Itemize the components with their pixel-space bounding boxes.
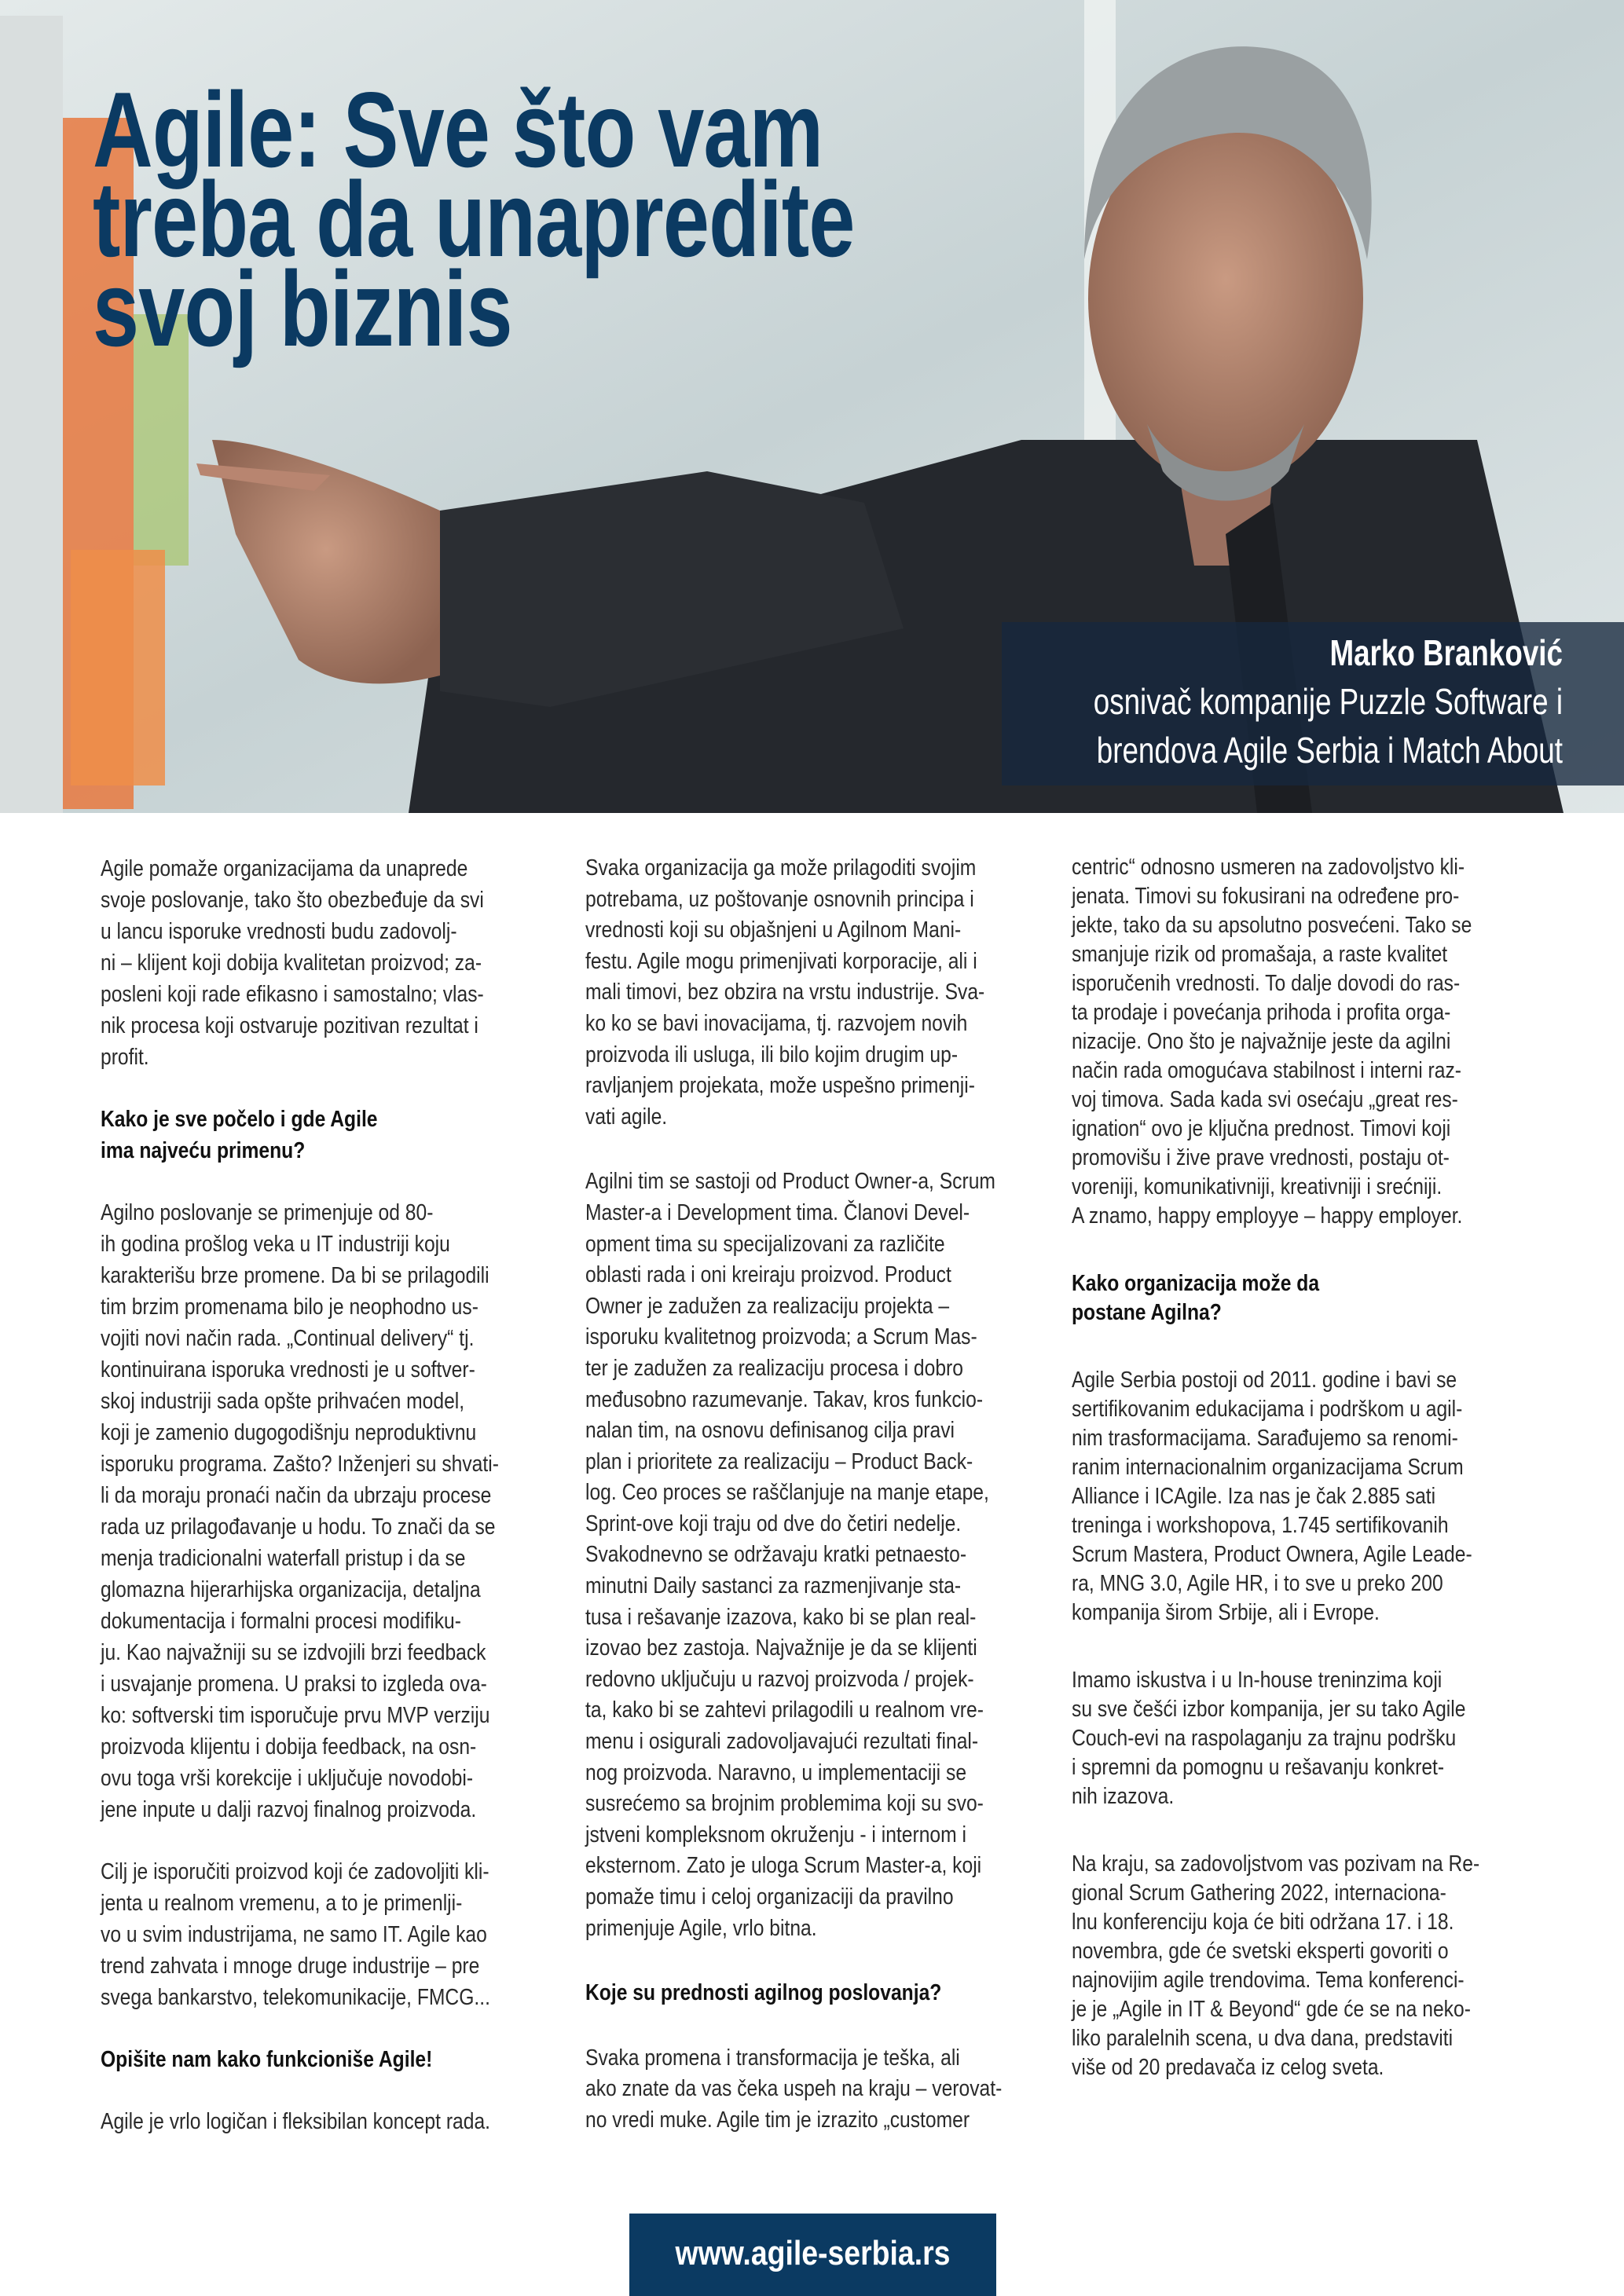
text-line: način rada omogućava stabilnost i interni raz- [1072,1058,1462,1083]
article-column-3 [1072,853,1526,2121]
text-line: Owner je zadužen za realizaciju projekta – [585,1293,950,1319]
heading-line: postane Agilna? [1072,1300,1222,1325]
text-line: Agile Serbia postoji od 2011. godine i bavi se [1072,1368,1457,1393]
text-line: plan i prioritete za realizaciju – Product Back- [585,1448,973,1474]
paragraph [1072,1666,1526,1811]
text-line: Cilj je isporučiti proizvod koji će zadovoljiti kli- [101,1859,489,1884]
paragraph [585,853,1039,1133]
paragraph [1072,1850,1526,2082]
text-line: ni – klijent koji dobija kvalitetan proizvod; za- [101,950,482,976]
text-line: eksternom. Zato je uloga Scrum Master-a, koji [585,1853,982,1879]
text-line: ako znate da vas čeka uspeh na kraju – verovat- [585,2076,1003,2102]
text-line: ta, kako bi se zahtevi prilagodili u realnom vre- [585,1697,984,1723]
text-line: Agile pomaže organizacijama da unaprede [101,856,468,881]
text-line: nog proizvoda. Naravno, u implementaciji se [585,1760,967,1785]
text-line: ignation“ ovo je ključna prednost. Timovi koji [1072,1116,1451,1141]
text-line: jstveni kompleksnom okruženju - i internom i [585,1822,966,1847]
text-line: voreniji, komunikativniji, kreativniji i srećniji. [1072,1174,1443,1199]
text-line: Alliance i ICAgile. Iza nas je čak 2.885 sati [1072,1484,1436,1509]
paragraph [1072,1366,1526,1628]
text-line: smanjuje rizik od promašaja, a raste kvalitet [1072,942,1448,967]
text-line: potrebama, uz poštovanje osnovnih principa i [585,886,974,912]
text-line: menu i osigurali zadovoljavajući rezultati final- [585,1729,979,1755]
text-line: nizacije. Ono što je najvažnije jeste da agilni [1072,1029,1451,1054]
text-line: log. Ceo proces se raščlanjuje na manje etape, [585,1480,989,1506]
text-line: ju. Kao najvažniji su se izdvojili brzi feedback [101,1640,486,1665]
text-line: kompanija širom Srbije, ali i Evrope. [1072,1600,1380,1625]
text-line: Agilni tim se sastoji od Product Owner-a, Scrum [585,1169,995,1195]
text-line: tim brzim promenama bilo je neophodno us- [101,1294,478,1320]
text-line: gional Scrum Gathering 2022, internaciona- [1072,1880,1446,1906]
text-line: ranim internacionalnim organizacijama Scrum [1072,1455,1464,1480]
text-line: Sprint-ove koji traju od dve do četiri nedelje. [585,1511,962,1536]
text-line: profit. [101,1045,149,1070]
text-line: Scrum Mastera, Product Ownera, Agile Leade- [1072,1542,1472,1567]
text-line: više od 20 predavača iz celog sveta. [1072,2055,1384,2080]
text-line: lnu konferenciju koja će biti održana 17. i 18. [1072,1910,1454,1935]
text-line: ih godina prošlog veka u IT industriji koju [101,1232,450,1257]
text-line: primenjuje Agile, vrlo bitna. [585,1915,817,1941]
title-line: svoj biznis [93,249,512,368]
text-line: nim trasformacijama. Sarađujemo sa renomi- [1072,1426,1458,1451]
text-line: redovno uključuju u razvoj proizvoda / projek- [585,1666,974,1692]
text-line: proizvoda ili usluga, ili bilo kojim drugim up- [585,1042,959,1067]
article-column-1 [101,853,555,2168]
text-line: Agilno poslovanje se primenjuje od 80- [101,1200,434,1225]
text-line: jene inpute u dalji razvoj finalnog proizvoda. [101,1797,477,1822]
text-line: ra, MNG 3.0, Agile HR, i to sve u preko 200 [1072,1571,1443,1596]
text-line: vojiti novi način rada. „Continual delivery“ tj. [101,1326,475,1351]
article-column-2 [585,853,1039,2170]
caption-role-line: brendova Agile Serbia i Match About [1096,730,1563,771]
text-line: vo u svim industrijama, ne samo IT. Agile kao [101,1922,487,1947]
heading-line: Kako organizacija može da [1072,1271,1320,1296]
text-line: glomazna hijerarhijska organizacija, detaljna [101,1577,481,1602]
paragraph [101,853,555,1073]
text-line: Svakodnevno se održavaju kratki petnaesto- [585,1542,967,1568]
heading-line: ima najveću primenu? [101,1138,306,1163]
website-url[interactable]: www.agile-serbia.rs [675,2234,951,2272]
text-line: opment tima su specijalizovani za različite [585,1231,945,1257]
text-line: ko: softverski tim isporučuje prvu MVP verziju [101,1703,490,1728]
text-line: najnovijim agile trendovima. Tema konferenci- [1072,1968,1465,1993]
text-line: Agile je vrlo logičan i fleksibilan koncept rada. [101,2109,491,2134]
text-line: li da moraju pronaći način da ubrzaju procese [101,1483,492,1508]
text-line: posleni koji rade efikasno i samostalno; vlas- [101,982,484,1007]
section-heading [585,1978,1039,2009]
text-line: proizvoda klijentu i dobija feedback, na osn- [101,1734,477,1760]
text-line: voj timova. Sada kada svi osećaju „great res- [1072,1087,1458,1112]
text-line: Svaka organizacija ga može prilagoditi svojim [585,855,977,881]
text-line: A znamo, happy employye – happy employer. [1072,1203,1463,1229]
text-line: koji je zamenio dugogodišnju neproduktivnu [101,1420,477,1445]
caption-name: Marko Branković [1329,632,1563,673]
text-line: jenata. Timovi su fokusirani na određene pro- [1072,884,1460,909]
text-line: ovu toga vrši korekcije i uključuje novodobi- [101,1766,474,1791]
text-line: treninga i workshopova, 1.745 sertifikovanih [1072,1513,1449,1538]
section-heading [101,2044,555,2075]
text-line: centric“ odnosno usmeren na zadovoljstvo kli- [1072,855,1465,880]
photo-caption [1002,622,1624,785]
text-line: promovišu i žive prave vrednosti, postaju ot- [1072,1145,1450,1170]
article-title [93,70,889,368]
text-line: i spremni da pomognu u rešavanju konkret- [1072,1755,1445,1780]
text-line: Couch-evi na raspolaganju za trajnu podršku [1072,1726,1457,1751]
text-line: oblasti rada i oni kreiraju proizvod. Product [585,1262,951,1288]
text-line: susrećemo sa brojnim problemima koji su svo- [585,1791,984,1817]
paragraph [101,1197,555,1825]
text-line: Svaka promena i transformacija je teška, ali [585,2045,960,2071]
text-line: izovao bez zastoja. Najvažnije je da se klijenti [585,1635,977,1661]
text-line: ter je zadužen za realizaciju procesa i dobro [585,1355,963,1381]
text-line: ta prodaje i povećanja prihoda i profita orga- [1072,1000,1451,1025]
caption-role-line: osnivač kompanije Puzzle Software i [1093,681,1563,722]
text-line: pomaže timu i celoj organizaciji da pravilno [585,1884,954,1910]
text-line: karakterišu brze promene. Da bi se prilagodili [101,1263,489,1288]
text-line: međusobno razumevanje. Takav, kros funkcio- [585,1386,984,1412]
text-line: svega bankarstvo, telekomunikacije, FMCG... [101,1985,490,2010]
paragraph [585,2043,1039,2137]
text-line: nalan tim, na osnovu definisanog cilja pravi [585,1418,955,1444]
text-line: trend zahvata i mnoge druge industrije – pre [101,1954,480,1979]
title-line: treba da unapredite [93,159,855,279]
heading-line: Koje su prednosti agilnog poslovanja? [585,1980,942,2006]
section-heading [1072,1269,1526,1327]
text-line: nih izazova. [1072,1784,1175,1809]
text-line: Imamo iskustva i u In-house treninzima koji [1072,1668,1443,1693]
section-heading [101,1104,555,1166]
text-line: mali timovi, bez obzira na vrstu industrije. Sva- [585,980,985,1005]
text-line: skoj industriji sada opšte prihvaćen model, [101,1389,465,1414]
text-line: ravljanjem projekata, može uspešno primenji- [585,1073,975,1099]
text-line: vrednosti koji su objašnjeni u Agilnom Mani- [585,917,962,943]
text-line: jekte, tako da su apsolutno posvećeni. Tako se [1072,913,1472,938]
title-line: Agile: Sve što vam [93,70,823,189]
text-line: sertifikovanim edukacijama i podrškom u agil- [1072,1397,1463,1422]
text-line: menja tradicionalni waterfall pristup i da se [101,1546,466,1571]
text-line: isporuku kvalitetnog proizvoda; a Scrum Mas- [585,1324,977,1350]
heading-line: Opišite nam kako funkcioniše Agile! [101,2047,433,2072]
text-line: jenta u realnom vremenu, a to je primenlji- [101,1891,463,1916]
text-line: su sve češći izbor kompanija, jer su tako Agile [1072,1697,1466,1722]
paragraph [585,1166,1039,1944]
text-line: i usvajanje promena. U praksi to izgleda ova- [101,1672,487,1697]
text-line: Master-a i Development tima. Članovi Devel- [585,1199,970,1225]
text-line: no vredi muke. Agile tim je izrazito „customer [585,2107,970,2133]
website-link-banner[interactable] [629,2214,996,2296]
text-line: je je „Agile in IT & Beyond“ gde će se na neko- [1072,1997,1471,2022]
text-line: dokumentacija i formalni procesi modifiku- [101,1609,461,1634]
text-line: rada uz prilagođavanje u hodu. To znači da se [101,1514,496,1540]
text-line: kontinuirana isporuka vrednosti je u softver- [101,1357,475,1382]
heading-line: Kako je sve počelo i gde Agile [101,1107,378,1132]
text-line: liko paralelnih scena, u dva dana, predstaviti [1072,2026,1454,2051]
text-line: vati agile. [585,1104,668,1130]
text-line: novembra, gde će svetski eksperti govoriti o [1072,1939,1449,1964]
text-line: minutni Daily sastanci za razmenjivanje sta- [585,1573,962,1599]
paragraph [101,1856,555,2013]
text-line: isporuku programa. Zašto? Inženjeri su shvati- [101,1452,499,1477]
text-line: tusa i rešavanje izazova, kako bi se plan real- [585,1604,977,1630]
hero-photo [0,0,1624,813]
text-line: ko ko se bavi inovacijama, tj. razvojem novih [585,1010,968,1036]
text-line: festu. Agile mogu primenjivati korporacije, ali i [585,948,977,974]
text-line: svoje poslovanje, tako što obezbeđuje da svi [101,888,484,913]
text-line: u lancu isporuke vrednosti budu zadovolj- [101,919,457,944]
text-line: nik procesa koji ostvaruje pozitivan rezultat i [101,1013,478,1038]
text-line: isporučenih vrednosti. To dalje dovodi do ras- [1072,971,1461,996]
paragraph [1072,853,1526,1231]
text-line: Na kraju, sa zadovoljstvom vas pozivam na Re- [1072,1851,1480,1877]
paragraph [101,2106,555,2137]
